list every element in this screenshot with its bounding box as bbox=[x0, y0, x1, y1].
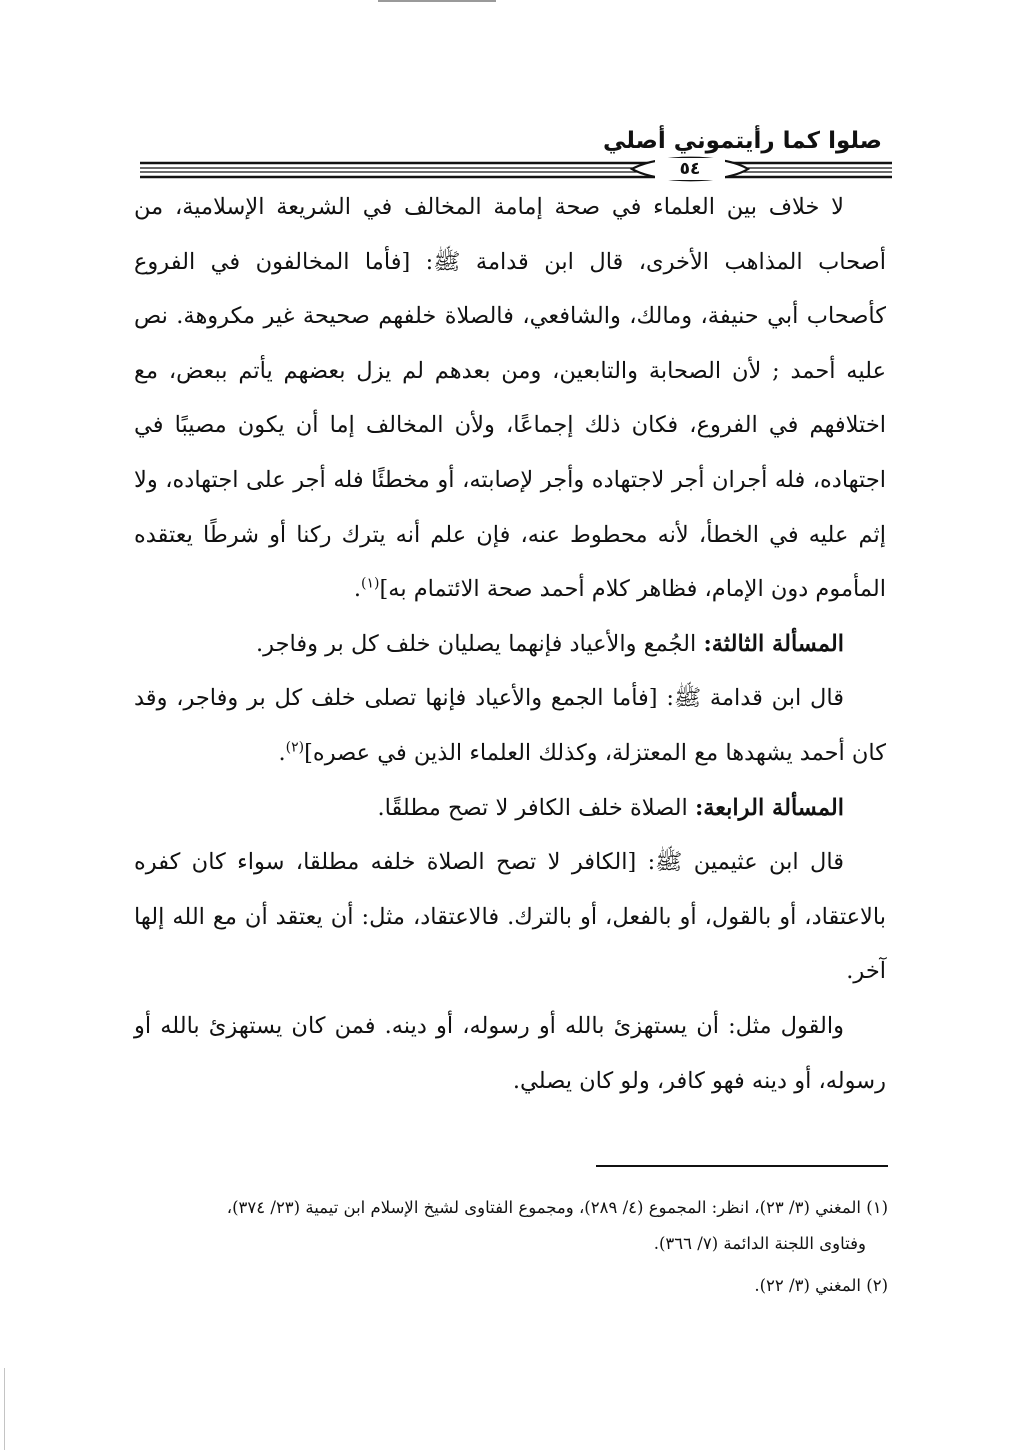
footnotes bbox=[134, 1190, 888, 1310]
paragraph-5: قال ابن عثيمين ﷺ: [الكافر لا تصح الصلاة خلفه مطلقا، سواء كان كفره بالاعتقاد، أو بالقول، أو بالفعل، أو بالترك. فالاعتقاد، مثل: أن يعتقد أن مع الله إلها آخر. bbox=[134, 849, 886, 985]
paragraph-1 bbox=[134, 180, 886, 617]
paragraph-2 bbox=[134, 617, 886, 672]
footnote-1-line-1: (١) المغني (٣/ ٢٣)، انظر: المجموع (٤/ ٢٨٩)، ومجموع الفتاوى لشيخ الإسلام ابن تيمية (٢٣/ ٣٧٤)، bbox=[226, 1198, 888, 1217]
issue-4-heading: المسألة الرابعة: bbox=[694, 794, 844, 821]
main-text bbox=[134, 180, 886, 1108]
paragraph-6: والقول مثل: أن يستهزئ بالله أو رسوله، أو دينه. فمن كان يستهزئ بالله أو رسوله، أو دينه فهو كافر، ولو كان يصلي. bbox=[134, 1012, 886, 1094]
paragraph-3 bbox=[134, 671, 886, 780]
issue-4-text: الصلاة خلف الكافر لا تصح مطلقًا. bbox=[377, 794, 695, 821]
footnote-separator bbox=[596, 1165, 888, 1167]
footnote-1 bbox=[134, 1190, 888, 1262]
paragraph-4 bbox=[134, 781, 886, 836]
running-title: صلوا كما رأيتموني أصلي bbox=[602, 128, 882, 154]
header-rule bbox=[140, 157, 892, 181]
paragraph-1-end: . bbox=[353, 576, 362, 603]
header-rule-lines bbox=[140, 157, 892, 181]
paragraph-1-text: لا خلاف بين العلماء في صحة إمامة المخالف في الشريعة الإسلامية، من أصحاب المذاهب الأخرى، قال ابن قدامة ﷺ: [فأما المخالفون في الفروع كأصحاب أبي حنيفة، ومالك، والشافعي، فالصلاة خلفهم صحيحة غير مكروهة. نص عليه أحمد ; لأن الصحابة والتابعين، ومن بعدهم لم يزل بعضهم يأتم ببعض، مع اختلافهم في الفروع، فكان ذلك إجماعًا، ولأن المخالف إما أن يكون مصيبًا في اجتهاده، فله أجران أجر لاجتهاده وأجر لإصابته، أو مخطئًا فله أجر على اجتهاده، ولا إثم عليه في الخطأ، لأنه محطوط عنه، فإن علم أنه يترك ركنا أو شرطًا يعتقده المأموم دون الإمام، فظاهر كلام أحمد صحة الائتمام به] bbox=[134, 194, 886, 603]
paragraph-3-text: قال ابن قدامة ﷺ: [فأما الجمع والأعياد فإنها تصلى خلف كل بر وفاجر، وقد كان أحمد يشهدها مع المعتزلة، وكذلك العلماء الذين في عصره] bbox=[134, 685, 886, 766]
issue-3-text: الجُمع والأعياد فإنهما يصليان خلف كل بر وفاجر. bbox=[256, 630, 704, 657]
footnote-ref-2: (٢) bbox=[285, 739, 305, 756]
paragraph-3-end: . bbox=[278, 739, 286, 766]
scan-left-edge-mark bbox=[4, 1368, 5, 1450]
issue-3-heading: المسألة الثالثة: bbox=[703, 630, 844, 657]
footnote-2: (٢) المغني (٣/ ٢٢). bbox=[754, 1276, 888, 1295]
footnote-ref-1: (١) bbox=[361, 575, 380, 592]
page-number: ٥٤ bbox=[655, 158, 725, 180]
scan-top-edge-mark bbox=[378, 0, 496, 2]
footnote-1-line-2: وفتاوى اللجنة الدائمة (٧/ ٣٦٦). bbox=[653, 1234, 866, 1253]
